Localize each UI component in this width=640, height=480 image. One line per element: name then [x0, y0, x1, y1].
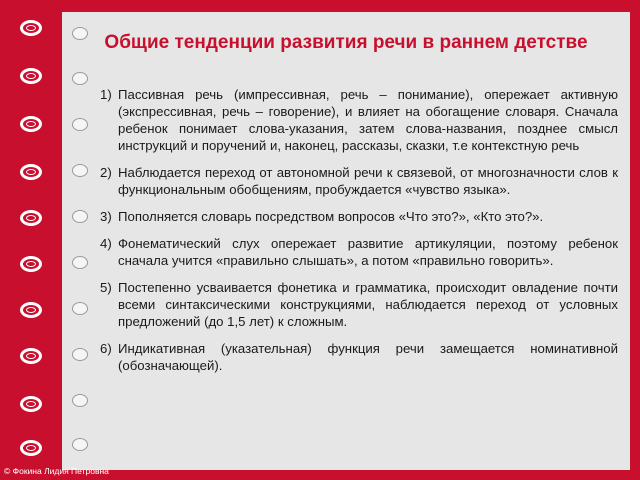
item-number: 6): [100, 341, 112, 356]
binder-ring: [20, 68, 42, 84]
sheet-hole: [72, 348, 88, 361]
item-text: Постепенно усваивается фонетика и грамматика, происходит овладение почти всеми синтаксическими конструкциями, наблюдается переход от условных предложений (до 1,5 лет) к сложным.: [118, 280, 618, 329]
list-item: [100, 235, 618, 269]
item-number: 2): [100, 165, 112, 180]
binder-rings: [0, 0, 62, 480]
list-item: [100, 164, 618, 198]
sheet-hole: [72, 164, 88, 177]
sheet-hole: [72, 438, 88, 451]
item-text: Пополняется словарь посредством вопросов «Что это?», «Кто это?».: [118, 209, 544, 224]
item-number: 5): [100, 280, 112, 295]
binder-ring: [20, 256, 42, 272]
list-item: [100, 86, 618, 154]
binder-ring: [20, 116, 42, 132]
binder-ring: [20, 348, 42, 364]
item-text: Наблюдается переход от автономной речи к связевой, от многозначности слов к функциональным обобщениям, пробуждается «чувство языка».: [118, 165, 618, 197]
item-text: Фонематический слух опережает развитие артикуляции, поэтому ребенок сначала учится «правильно слышать», а потом «правильно говорить».: [118, 236, 618, 268]
list-item: [100, 340, 618, 374]
sheet-hole: [72, 302, 88, 315]
item-number: 1): [100, 87, 112, 102]
trends-list: [100, 86, 618, 384]
binder-ring: [20, 164, 42, 180]
binder-ring: [20, 210, 42, 226]
binder-ring: [20, 440, 42, 456]
item-text: Индикативная (указательная) функция речи замещается номинативной (обозначающей).: [118, 341, 618, 373]
list-item: [100, 208, 618, 225]
binder-ring: [20, 20, 42, 36]
item-text: Пассивная речь (импрессивная, речь – понимание), опережает активную (экспрессивная, речь – говорение), и влияет на обогащение словаря. Сначала ребенок понимает слова-указания, затем слова-названия, позднее смысл инструкций и поручений и, наконец, рассказы, сказки, т.е контекстную речь: [118, 87, 618, 153]
item-number: 4): [100, 236, 112, 251]
author-credit: © Фокина Лидия Петровна: [4, 466, 109, 476]
sheet-hole: [72, 394, 88, 407]
sheet-hole: [72, 72, 88, 85]
sheet-hole: [72, 256, 88, 269]
list-item: [100, 279, 618, 330]
sheet-hole: [72, 210, 88, 223]
binder-ring: [20, 396, 42, 412]
slide-title: Общие тенденции развития речи в раннем детстве: [104, 32, 588, 53]
item-number: 3): [100, 209, 112, 224]
binder-ring: [20, 302, 42, 318]
sheet-hole: [72, 118, 88, 131]
